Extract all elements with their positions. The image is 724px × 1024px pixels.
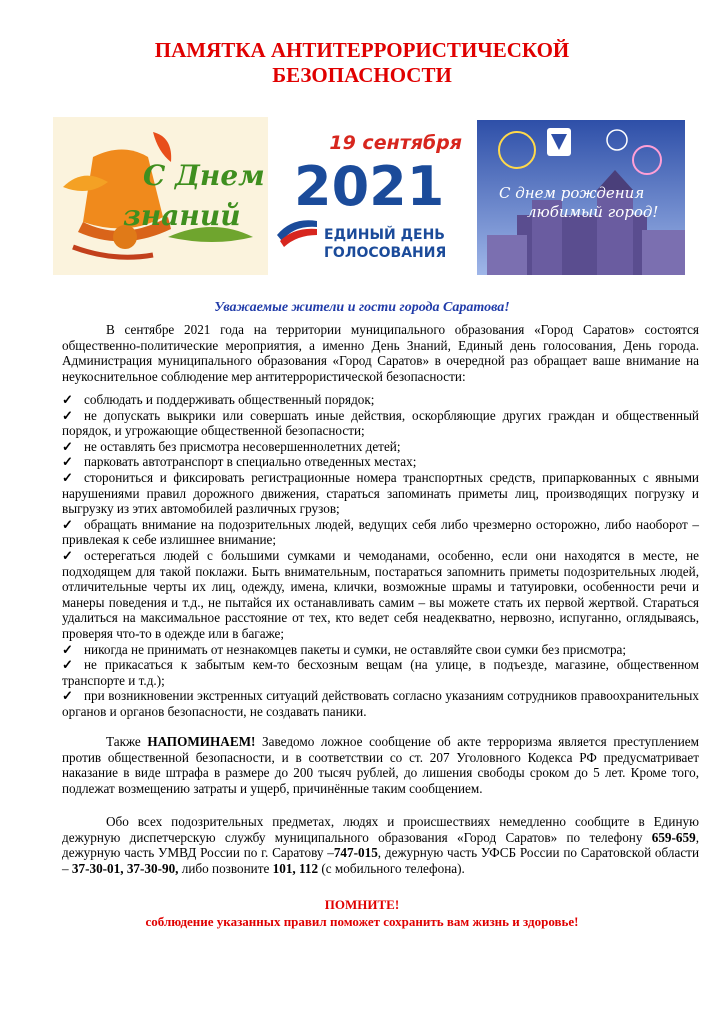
- checklist-item: ✓ никогда не принимать от незнакомцев пакеты и сумки, не оставляйте свои сумки без присмотра;: [62, 641, 627, 657]
- checklist-item: ✓ сторониться и фиксировать регистрационные номера транспортных средств, припаркованных с явными нарушениями правил дорожного движения, стараться запоминать приметы лиц, производящих погрузку и выгрузку из этих автомобилей различных грузов;: [62, 469, 699, 517]
- checklist-item: ✓ соблюдать и поддерживать общественный порядок;: [62, 392, 375, 407]
- document-title: [0, 38, 724, 88]
- remember-heading: ПОМНИТЕ!: [324, 897, 400, 912]
- election-line-2: ГОЛОСОВАНИЯ: [324, 245, 447, 261]
- intro-paragraph: В сентябре 2021 года на территории муниципального образования «Город Саратов» состоятся общественно-политические мероприятия, а именно День Знаний, Единый день голосования, День города. Администрация муниципального образования «Город Саратов» в очередной раз обращает ваше внимание на неукоснительное соблюдение мер антитеррористической безопасности:: [62, 322, 699, 384]
- bell-illustration: [53, 117, 268, 275]
- knowledge-day-text-1: С Днем: [143, 159, 265, 192]
- checkmark-icon: ✓: [62, 547, 74, 563]
- report-paragraph: Обо всех подозрительных предметах, людях и происшествиях немедленно сообщите в Единую дежурную диспетчерскую службу муниципального образования «Город Саратов» по телефону 659-659, дежурную часть УМВД России по г. Саратову –747-015, дежурную часть УФСБ России по Саратовской области – 37-30-01, 37-30-90, либо позвоните 101, 112 (с мобильного телефона).: [62, 814, 699, 876]
- election-year: 2021: [294, 155, 445, 218]
- election-line-1: ЕДИНЫЙ ДЕНЬ: [324, 227, 445, 243]
- checklist: [62, 392, 699, 719]
- city-illustration: [477, 120, 685, 275]
- checkmark-icon: ✓: [62, 516, 74, 532]
- greeting-heading: Уважаемые жители и гости города Саратова!: [214, 300, 510, 315]
- checklist-item: ✓ не оставлять без присмотра несовершеннолетних детей;: [62, 438, 401, 454]
- checklist-item: ✓ при возникновении экстренных ситуаций действовать согласно указаниям сотрудников правоохранительных органов и органов безопасности, не создавать паники.: [62, 688, 699, 719]
- checkmark-icon: ✓: [62, 469, 74, 485]
- reminder-emphasis: НАПОМИНАЕМ!: [147, 734, 256, 749]
- checklist-item: ✓ остерегаться людей с большими сумками и чемоданами, особенно, если они находятся в месте, не подходящем для такой поклажи. Быть внимательным, постараться запомнить приметы подозрительных людей, отличительные черты их лиц, одежду, имена, клички, возможные шрамы и татуировки, особенности речи и манеры поведения и т.д., не пытайся их останавливать самим – вы можете стать их первой жертвой. Стараться удалиться на максимальное расстояние от тех, кто ведет себя неадекватно, нервозно, испуганно, оглядываясь, проверяя что-то в одежде или в багаже;: [62, 547, 699, 641]
- checkmark-icon: ✓: [62, 641, 74, 657]
- city-day-image: [477, 120, 685, 275]
- footer-warning: [0, 896, 724, 930]
- checklist-item: ✓ обращать внимание на подозрительных людей, ведущих себя либо чрезмерно осторожно, либо наоборот – привлекая к себе излишнее внимание;: [62, 516, 699, 548]
- phone-ufsb: 37-30-01, 37-30-90,: [71, 860, 179, 876]
- knowledge-day-image: [53, 117, 268, 275]
- checkmark-icon: ✓: [62, 657, 74, 673]
- phone-emergency: 101, 112: [272, 860, 319, 876]
- checklist-item: ✓ не прикасаться к забытым кем-то бесхозным вещам (на улице, в подъезде, магазине, общественном транспорте и т.д.);: [62, 657, 699, 688]
- checkmark-icon: ✓: [62, 688, 74, 704]
- election-date: 19 сентября: [329, 132, 462, 154]
- title-line-2: БЕЗОПАСНОСТИ: [272, 63, 452, 87]
- checkmark-icon: ✓: [62, 438, 74, 454]
- remember-note: соблюдение указанных правил поможет сохранить вам жизнь и здоровье!: [145, 914, 579, 929]
- reminder-paragraph: Также НАПОМИНАЕМ! Заведомо ложное сообщение об акте терроризма является преступлением против общественной безопасности, и в соответствии со ст. 207 Уголовного Кодекса РФ предусматривает наказание в виде штрафа в размере до 200 тысяч рублей, до лишения свободы сроком до 5 лет. Кроме того, подлежат возмещению затраты и ущерб, причинённые таким сообщением.: [62, 734, 699, 796]
- election-logo-graphic: [272, 117, 472, 275]
- checklist-item: ✓ не допускать выкрики или совершать иные действия, оскорбляющие других граждан и общественный порядок, и угрожающие общественной безопасности;: [62, 407, 699, 439]
- checkmark-icon: ✓: [62, 407, 74, 423]
- city-day-text-1: С днем рождения: [499, 184, 645, 202]
- title-line-1: ПАМЯТКА АНТИТЕРРОРИСТИЧЕСКОЙ: [154, 38, 570, 62]
- checklist-item: ✓ парковать автотранспорт в специально отведенных местах;: [62, 454, 417, 470]
- phone-edds: 659-659: [651, 829, 696, 845]
- city-day-text-2: любимый город!: [527, 203, 659, 221]
- election-day-logo: [272, 117, 472, 275]
- knowledge-day-text-2: знаний: [123, 199, 241, 232]
- phone-umvd: 747-015: [333, 845, 378, 861]
- checkmark-icon: ✓: [62, 454, 74, 470]
- checkmark-icon: ✓: [62, 392, 74, 407]
